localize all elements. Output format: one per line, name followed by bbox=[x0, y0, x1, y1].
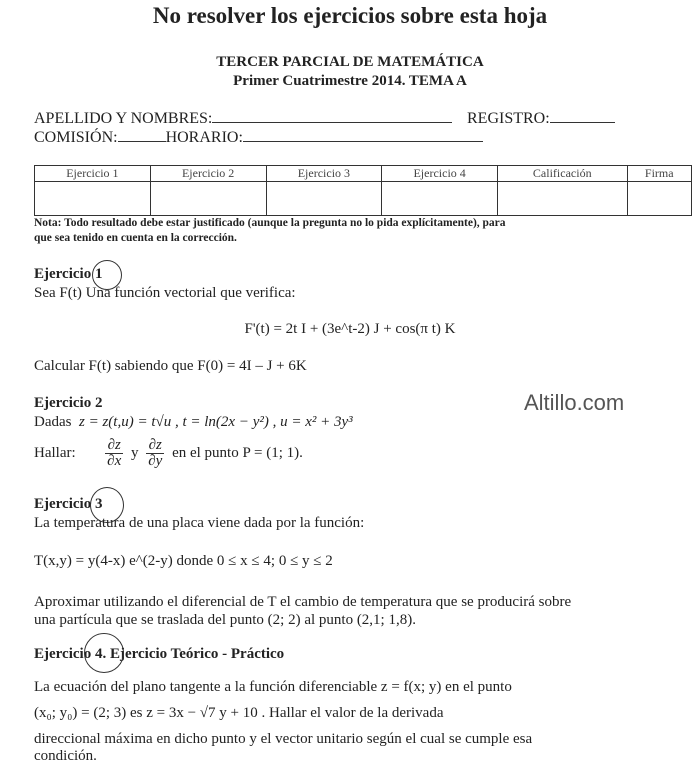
ej3-task-line: Aproximar utilizando el diferencial de T el cambio de temperatura que se producirá sobre bbox=[34, 594, 572, 610]
hand-drawn-circle bbox=[84, 633, 124, 673]
partial-derivative-y: $\frac{\partial z}{\partial y}$ bbox=[148, 437, 163, 469]
table-header-cell: Ejercicio 4 bbox=[382, 166, 498, 182]
ej2-title: Ejercicio 2 bbox=[34, 395, 103, 411]
table-header-cell: Calificación bbox=[498, 166, 628, 182]
comision-label: COMISIÓN: bbox=[34, 129, 118, 146]
note-line: Nota: Todo resultado debe estar justificado (aunque la pregunta no lo pida explícitamente), para bbox=[34, 217, 506, 229]
ej1-task: Calcular F(t) sabiendo que F(0) = 4I – J + 6K bbox=[34, 358, 307, 374]
registro-field bbox=[467, 110, 615, 128]
name-field bbox=[34, 110, 452, 128]
grade-cell bbox=[498, 182, 628, 216]
ej3-intro: La temperatura de una placa viene dada por la función: bbox=[34, 515, 365, 531]
ej2-given-label: Dadas bbox=[34, 414, 72, 430]
ej2-find bbox=[34, 438, 303, 469]
table-header-cell: Ejercicio 1 bbox=[35, 166, 151, 182]
grade-cell bbox=[382, 182, 498, 216]
ej1-intro: Sea F(t) Una función vectorial que verifica: bbox=[34, 285, 296, 301]
ej4-line: condición. bbox=[34, 748, 97, 764]
ej4-title: Ejercicio 4. Ejercicio Teórico - Práctico bbox=[34, 646, 285, 662]
ej1-title: Ejercicio 1 bbox=[34, 266, 103, 282]
exam-subtitle: Primer Cuatrimestre 2014. TEMA A bbox=[233, 73, 467, 89]
grade-cell bbox=[627, 182, 692, 216]
ej2-find-label: Hallar: bbox=[34, 444, 76, 461]
ej4-line: direccional máxima en dicho punto y el vector unitario según el cual se cumple esa bbox=[34, 731, 533, 747]
table-header-cell: Ejercicio 3 bbox=[266, 166, 382, 182]
grade-cell bbox=[266, 182, 382, 216]
comision-field bbox=[34, 129, 483, 147]
warning-heading: No resolver los ejercicios sobre esta hoja bbox=[152, 3, 548, 28]
ej2-given bbox=[34, 414, 353, 431]
ej1-formula: F'(t) = 2t I + (3e^t-2) J + cos(π t) K bbox=[244, 321, 456, 337]
ej4-line: (x₀; y₀) = (2; 3) es z = 3x − √7 y + 10 . Hallar el valor de la derivada bbox=[34, 705, 444, 721]
partial-derivative-x: $\frac{\partial z}{\partial x}$ bbox=[107, 437, 122, 469]
altillo-watermark: Altillo.com bbox=[524, 390, 625, 415]
horario-label: HORARIO: bbox=[165, 129, 243, 146]
grades-table bbox=[34, 165, 692, 216]
ej3-function: T(x,y) = y(4-x) e^(2-y) donde 0 ≤ x ≤ 4; 0 ≤ y ≤ 2 bbox=[34, 553, 333, 569]
note-line: que sea tenido en cuenta en la corrección. bbox=[34, 232, 237, 244]
ej3-title: Ejercicio 3 bbox=[34, 496, 103, 512]
ej3-task-line: una partícula que se traslada del punto (2; 2) al punto (2,1; 1,8). bbox=[34, 612, 416, 628]
table-header-cell: Ejercicio 2 bbox=[150, 166, 266, 182]
ej4-line: La ecuación del plano tangente a la función diferenciable z = f(x; y) en el punto bbox=[34, 679, 512, 695]
name-label: APELLIDO Y NOMBRES: bbox=[34, 110, 213, 127]
grade-cell bbox=[35, 182, 151, 216]
ej2-given-formula: z = z(t,u) = t√u , t = ln(2x − y²) , u = x² + 3y³ bbox=[79, 414, 353, 430]
ej2-connector: y bbox=[130, 444, 139, 461]
table-header-cell: Firma bbox=[627, 166, 692, 182]
registro-label: REGISTRO: bbox=[467, 110, 550, 127]
exam-title: TERCER PARCIAL DE MATEMÁTICA bbox=[216, 54, 484, 70]
grade-cell bbox=[150, 182, 266, 216]
ej2-point: en el punto P = (1; 1). bbox=[172, 444, 303, 461]
